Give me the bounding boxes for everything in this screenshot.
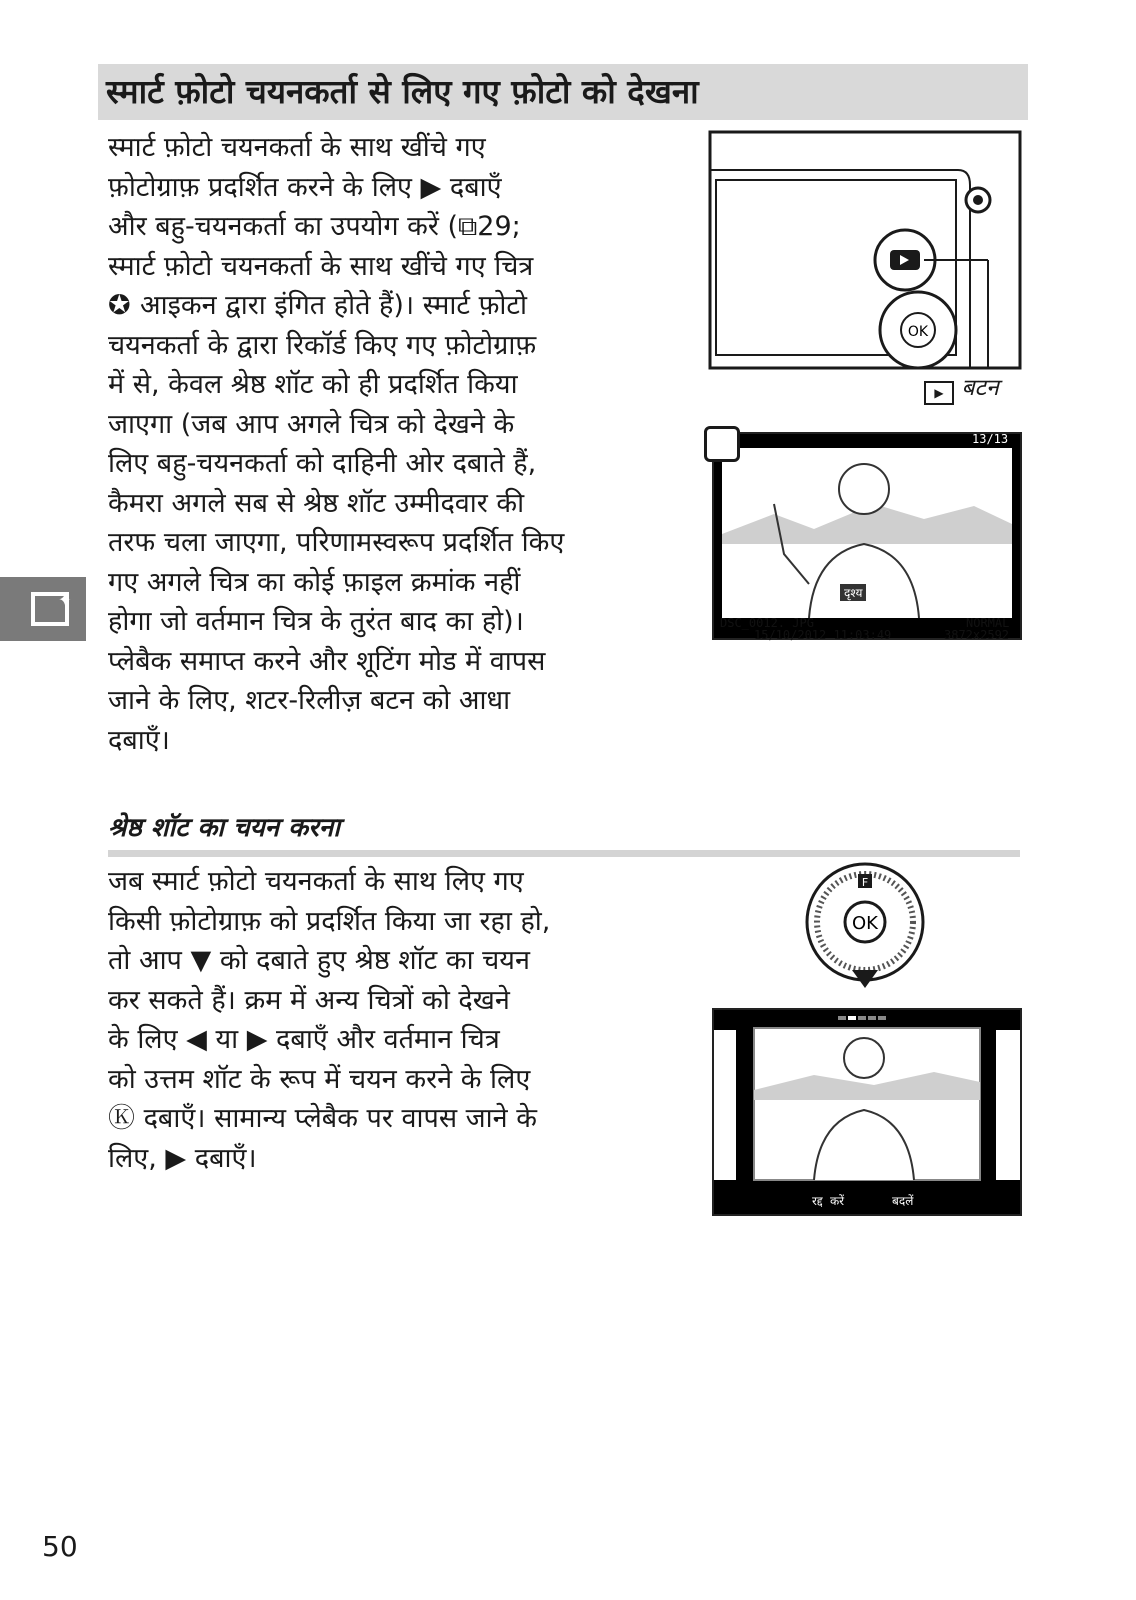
svg-text:F: F: [861, 876, 869, 889]
text-line: जाने के लिए, शटर-रिलीज़ बटन को आधा: [108, 685, 511, 716]
frame-counter: 13/13: [972, 432, 1009, 446]
section-subheading: श्रेष्ठ शॉट का चयन करना: [108, 813, 340, 843]
hint-label: दृश्य: [840, 584, 866, 601]
text-line: और बहु-चयनकर्ता का उपयोग करें (⧉29;: [108, 211, 521, 242]
text-line: तो आप ▼ को दबाते हुए श्रेष्ठ शॉट का चयन: [108, 945, 530, 976]
best-shot-screen: [712, 1008, 1022, 1216]
text-line: में से, केवल श्रेष्ठ शॉट को ही प्रदर्शित किया: [108, 369, 518, 400]
smart-photo-icon: ✪: [108, 290, 141, 321]
text-line: तरफ चला जाएगा, परिणामस्वरूप प्रदर्शित किए: [108, 527, 565, 558]
text-line: गए अगले चित्र का कोई फ़ाइल क्रमांक नहीं: [108, 566, 521, 598]
filename: DSC_0012. JPG: [720, 616, 814, 630]
page-number: 50: [42, 1530, 78, 1563]
playback-screen: [712, 432, 1022, 640]
text-line: कैमरा अगले सब से श्रेष्ठ शॉट उम्मीदवार की: [108, 487, 525, 519]
smart-photo-icon: [704, 426, 740, 462]
smart-photo-icon: [0, 577, 86, 641]
svg-text:OK: OK: [907, 324, 929, 340]
cancel-label: रद्द करें: [812, 1194, 845, 1208]
image-size: 3872x2592: [944, 628, 1010, 642]
svg-text:✦: ✦: [58, 590, 72, 609]
datetime: 15/10/2012 11:03:49: [754, 628, 892, 642]
svg-text:OK: OK: [852, 913, 878, 934]
button-caption: ▶ बटन: [924, 370, 999, 405]
change-label: बदलें: [892, 1194, 914, 1208]
text-line: स्मार्ट फ़ोटो चयनकर्ता के साथ खींचे गए चित्र: [108, 250, 534, 282]
text-line: के लिए ◀ या ▶ दबाएँ और वर्तमान चित्र: [108, 1024, 500, 1055]
text-line: चयनकर्ता के द्वारा रिकॉर्ड किए गए फ़ोटोग्राफ़: [108, 329, 537, 361]
camera-back-illustration: [708, 130, 1028, 370]
text-line: प्लेबैक समाप्त करने और शूटिंग मोड में वापस: [108, 645, 546, 677]
text-line: जब स्मार्ट फ़ोटो चयनकर्ता के साथ लिए गए: [108, 866, 524, 897]
text-line: जाएगा (जब आप अगले चित्र को देखने के: [108, 408, 515, 440]
playback-photo: [714, 434, 1020, 638]
text-line: लिए बहु-चयनकर्ता को दाहिनी ओर दबाते हैं,: [108, 448, 537, 479]
page-title: स्मार्ट फ़ोटो चयनकर्ता से लिए गए फ़ोटो को देखना: [106, 72, 699, 111]
text-line: लिए, ▶ दबाएँ।: [108, 1142, 257, 1174]
divider: [108, 850, 1020, 857]
text-line: फ़ोटोग्राफ़ प्रदर्शित करने के लिए ▶ दबाएँ: [108, 171, 502, 203]
paragraph-2: [108, 862, 688, 1178]
playback-icon: ▶: [924, 381, 954, 405]
text-line: कर सकते हैं। क्रम में अन्य चित्रों को देखने: [108, 984, 510, 1016]
text-line-with-icon: ✪ आइकन द्वारा इंगित होते हैं)। स्मार्ट फ़ोटो: [108, 290, 527, 321]
text-line: किसी फ़ोटोग्राफ़ को प्रदर्शित किया जा रहा हो,: [108, 905, 551, 937]
paragraph-1: [108, 128, 698, 760]
section-tab: [0, 577, 86, 641]
text-line: होगा जो वर्तमान चित्र के तुरंत बाद का हो)।: [108, 606, 524, 637]
best-shot-photo: [714, 1010, 1020, 1214]
text-line: Ⓚ दबाएँ। सामान्य प्लेबैक पर वापस जाने के: [108, 1103, 537, 1134]
text-line: को उत्तम शॉट के रूप में चयन करने के लिए: [108, 1063, 531, 1095]
multi-selector-illustration: [800, 862, 930, 992]
text-line: दबाएँ।: [108, 724, 170, 756]
quality: NORMAL: [966, 616, 1010, 630]
text-line: स्मार्ट फ़ोटो चयनकर्ता के साथ खींचे गए: [108, 132, 486, 163]
